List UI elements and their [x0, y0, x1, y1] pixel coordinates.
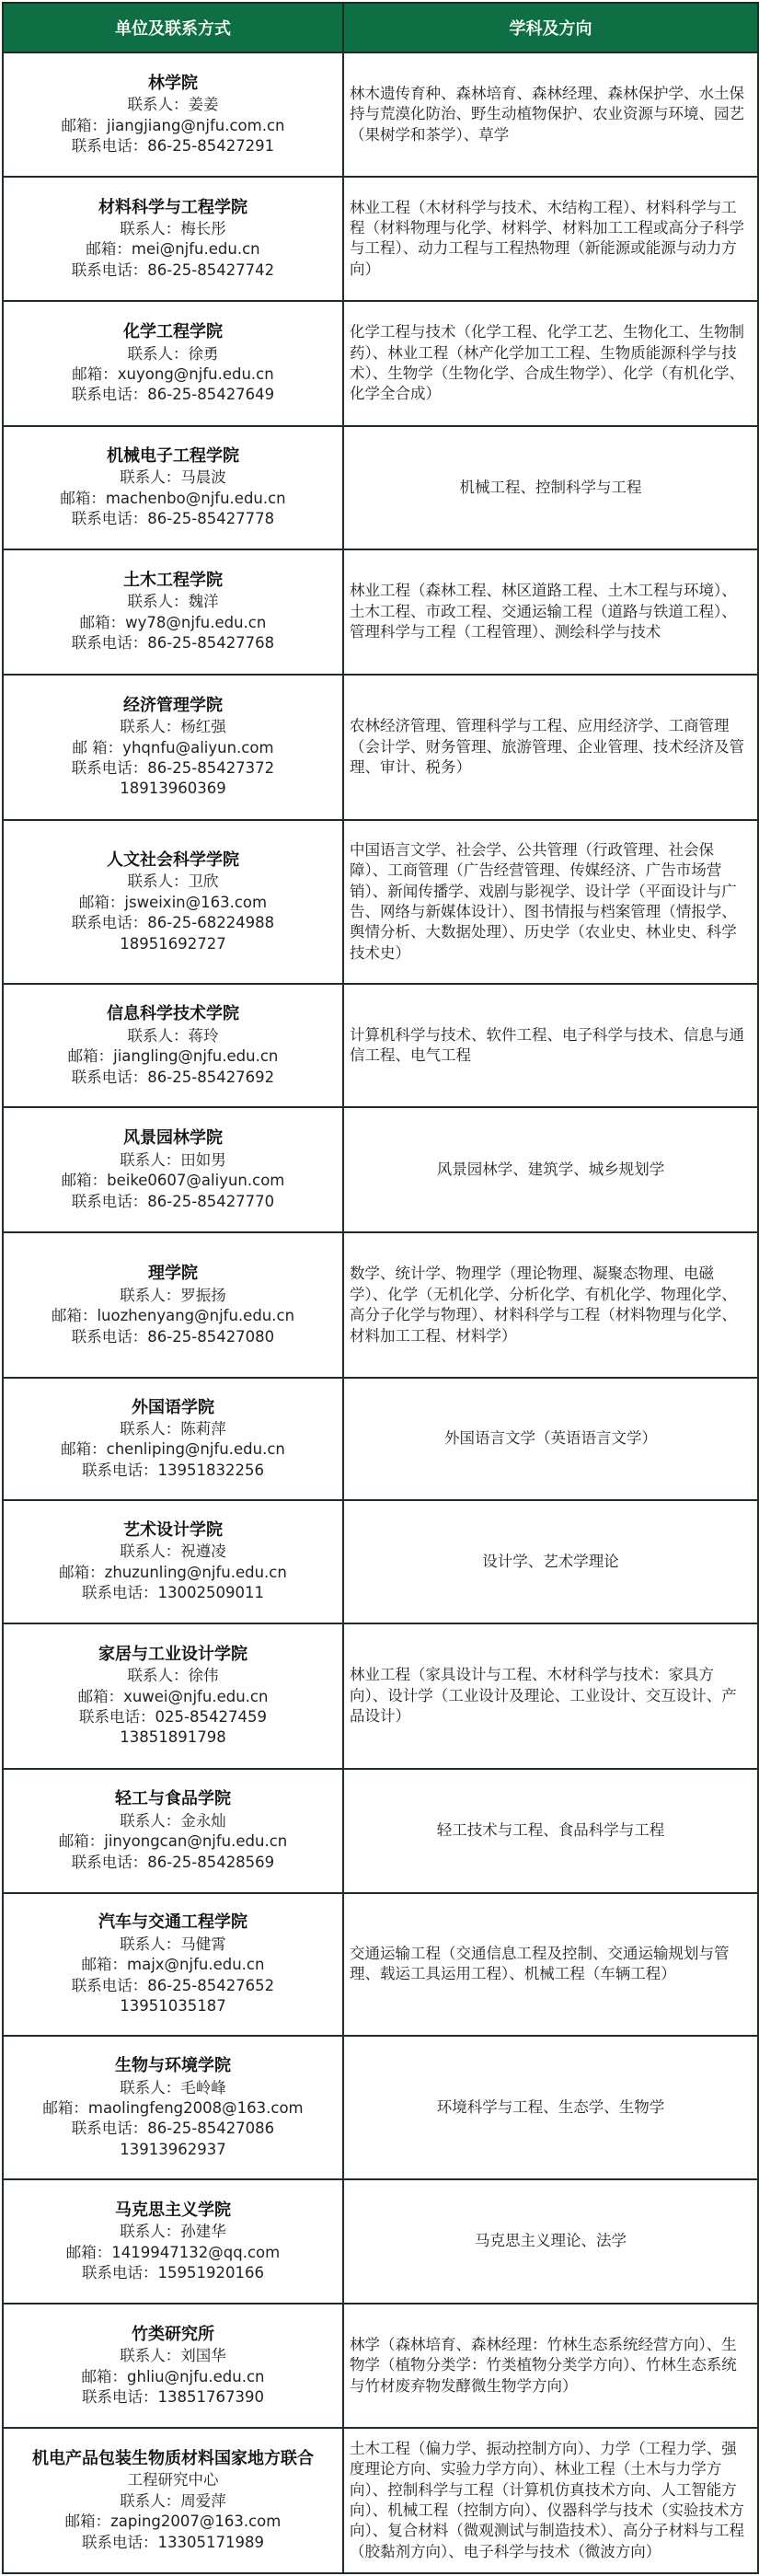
table-header-row	[3, 3, 758, 52]
table-row	[3, 1107, 758, 1232]
contact-line: 邮箱：majx@njfu.edu.cn	[81, 1956, 265, 1974]
contact-line: 联系人：魏洋	[127, 593, 219, 611]
unit-name: 机电产品包装生物质材料国家地方联合	[32, 2448, 314, 2468]
unit-contact-cell	[3, 1769, 343, 1893]
contact-line: 联系电话：86-25-85427291	[71, 136, 275, 155]
table-row	[3, 549, 758, 675]
contact-line: 邮箱：jsweixin@163.com	[78, 893, 268, 911]
contact-line: 18913960369	[120, 780, 226, 798]
contact-line: 联系电话：86-25-85427770	[71, 1192, 275, 1210]
contact-line: 邮箱：1419947132@qq.com	[65, 2243, 281, 2261]
unit-name: 汽车与交通工程学院	[98, 1912, 247, 1933]
contact-line: 邮箱：maolingfeng2008@163.com	[42, 2099, 304, 2118]
unit-name: 人文社会科学学院	[107, 849, 239, 870]
contact-line: 联系电话：86-25-85427086	[71, 2120, 275, 2138]
unit-name: 土木工程学院	[123, 570, 223, 590]
table-row	[3, 426, 758, 549]
contact-line: 联系电话：13951832256	[82, 1461, 264, 1479]
unit-name: 轻工与食品学院	[115, 1789, 231, 1809]
contact-line: 13913962937	[120, 2140, 226, 2158]
subjects-cell: 土木工程（偏力学、振动控制方向）、力学（工程力学、强度理论方向、实验力学方向）、林业工程（土木与力学方向）、控制科学与工程（计算机仿真技术方向、人工智能方向）、机械工程（控制方向）、仪器科学与技术（实验技术方向）、复合材料（微观测试与制造技术）、高分子材料与工程（胶黏剂方向）、电子科学与技术（微波方向）	[343, 2428, 758, 2573]
unit-name: 外国语学院	[132, 1397, 214, 1417]
unit-contact-cell	[3, 820, 343, 985]
subjects-cell: 林业工程（家具设计与工程、木材科学与技术：家具方向）、设计学（工业设计及理论、工业设计、交互设计、产品设计）	[343, 1623, 758, 1769]
unit-contact-cell	[3, 52, 343, 177]
table-row	[3, 984, 758, 1107]
table-row	[3, 1500, 758, 1623]
unit-contact-cell	[3, 1107, 343, 1232]
unit-contact-cell	[3, 1893, 343, 2037]
contact-line: 邮箱：chenliping@njfu.edu.cn	[61, 1440, 285, 1459]
contact-line: 联系人：孙建华	[120, 2223, 226, 2241]
subjects-cell: 交通运输工程（交通信息工程及控制、交通运输规划与管理、载运工具运用工程）、机械工程（车辆工程）	[343, 1893, 758, 2037]
subjects-cell: 环境科学与工程、生态学、生物学	[343, 2036, 758, 2179]
contact-line: 联系人：梅长彤	[120, 220, 226, 238]
contact-line: 联系人：蒋玲	[127, 1026, 219, 1045]
contact-line: 13851891798	[120, 1728, 226, 1747]
table-row	[3, 2304, 758, 2428]
header-unit-contact: 单位及联系方式	[3, 3, 343, 52]
unit-contact-cell	[3, 1623, 343, 1769]
subjects-cell: 林业工程（木材科学与技术、木结构工程）、材料科学与工程（材料物理与化学、材料学、材料加工工程或高分子科学与工程）、动力工程与工程热物理（新能源或能源与动力方向）	[343, 177, 758, 301]
contact-line: 联系电话：86-25-68224988	[71, 914, 275, 932]
contact-line: 邮箱：jinyongcan@njfu.edu.cn	[58, 1832, 288, 1851]
contact-line: 联系电话：86-25-85428569	[71, 1853, 275, 1871]
table-row	[3, 52, 758, 177]
table-row	[3, 177, 758, 301]
subjects-cell: 风景园林学、建筑学、城乡规划学	[343, 1107, 758, 1232]
unit-contact-cell	[3, 1378, 343, 1500]
unit-name: 竹类研究所	[132, 2324, 214, 2344]
table-row	[3, 1769, 758, 1893]
unit-contact-cell	[3, 2036, 343, 2179]
unit-name: 艺术设计学院	[123, 1519, 223, 1540]
contact-line: 联系人：周爱萍	[120, 2491, 226, 2510]
table-row	[3, 1378, 758, 1500]
contact-line: 联系电话：13305171989	[82, 2533, 264, 2551]
table-row	[3, 1623, 758, 1769]
contact-line: 邮箱：xuyong@njfu.edu.cn	[72, 364, 274, 383]
contact-line: 邮箱：xuwei@njfu.edu.cn	[77, 1687, 269, 1705]
unit-name: 经济管理学院	[123, 695, 223, 715]
contact-line: 联系人：徐勇	[127, 344, 219, 363]
subjects-cell: 数学、统计学、物理学（理论物理、凝聚态物理、电磁学）、化学（无机化学、分析化学、有机化学、物理化学、高分子化学与物理）、材料科学与工程（材料物理与化学、材料加工工程、材料学）	[343, 1232, 758, 1378]
contact-line: 邮箱：wy78@njfu.edu.cn	[79, 613, 267, 631]
contact-line: 邮箱：beike0607@aliyun.com	[61, 1172, 285, 1190]
contact-line: 13951035187	[120, 1997, 226, 2016]
subjects-cell: 机械工程、控制科学与工程	[343, 426, 758, 549]
table-row	[3, 2036, 758, 2179]
contact-line: 联系人：马健霄	[120, 1935, 226, 1953]
contact-line: 联系人：刘国华	[120, 2347, 226, 2365]
subjects-cell: 轻工技术与工程、食品科学与工程	[343, 1769, 758, 1893]
contact-line: 邮箱：zhuzunling@njfu.edu.cn	[59, 1563, 287, 1581]
subjects-cell: 设计学、艺术学理论	[343, 1500, 758, 1623]
unit-name: 化学工程学院	[123, 322, 223, 342]
contact-line: 邮箱：zaping2007@163.com	[64, 2512, 282, 2531]
contact-line: 邮箱：mei@njfu.edu.cn	[86, 240, 260, 259]
table-row	[3, 2179, 758, 2304]
unit-contact-cell	[3, 984, 343, 1107]
unit-contact-cell	[3, 675, 343, 820]
contact-line: 联系电话：13002509011	[82, 1584, 264, 1602]
contact-line: 邮箱：jiangjiang@njfu.com.cn	[61, 116, 285, 134]
contact-line: 联系电话：13851767390	[82, 2388, 264, 2406]
contact-line: 联系人：祝遵凌	[120, 1542, 226, 1561]
unit-contact-cell	[3, 177, 343, 301]
unit-name: 材料科学与工程学院	[98, 197, 247, 217]
unit-name: 生物与环境学院	[115, 2056, 231, 2076]
contact-line: 联系电话：86-25-85427778	[71, 510, 275, 528]
header-subjects: 学科及方向	[343, 3, 758, 52]
subjects-cell: 外国语言文学（英语语言文学）	[343, 1378, 758, 1500]
subjects-cell: 林学（森林培育、森林经理：竹林生态系统经营方向）、生物学（植物分类学：竹类植物分类学方向）、竹林生态系统与竹材废弃物发酵微生物学方向）	[343, 2304, 758, 2428]
unit-contact-cell	[3, 1500, 343, 1623]
contact-line: 联系电话：86-25-85427768	[71, 634, 275, 653]
contact-line: 联系电话：86-25-85427742	[71, 260, 275, 279]
contact-line: 工程研究中心	[127, 2471, 219, 2489]
contact-line: 联系电话：86-25-85427372	[71, 759, 275, 778]
unit-contact-cell	[3, 2179, 343, 2304]
subjects-cell: 农林经济管理、管理科学与工程、应用经济学、工商管理（会计学、财务管理、旅游管理、企业管理、技术经济及管理、审计、税务）	[343, 675, 758, 820]
table-row	[3, 820, 758, 985]
contact-line: 联系人：徐伟	[127, 1667, 219, 1685]
unit-contact-cell	[3, 549, 343, 675]
contact-line: 邮箱：luozhenyang@njfu.edu.cn	[51, 1307, 295, 1325]
contact-line: 联系人：毛岭峰	[120, 2078, 226, 2097]
contact-line: 邮箱：ghliu@njfu.edu.cn	[81, 2367, 265, 2385]
subjects-cell: 马克思主义理论、法学	[343, 2179, 758, 2304]
contact-line: 联系人：田如男	[120, 1150, 226, 1169]
contact-line: 联系电话：86-25-85427692	[71, 1068, 275, 1086]
contact-line: 联系人：马晨波	[120, 468, 226, 487]
contact-line: 联系电话：025-85427459	[79, 1707, 267, 1726]
unit-name: 信息科学技术学院	[107, 1004, 239, 1024]
subjects-cell: 林业工程（森林工程、林区道路工程、土木工程与环境）、土木工程、市政工程、交通运输工程（道路与铁道工程）、管理科学与工程（工程管理）、测绘科学与技术	[343, 549, 758, 675]
unit-contact-cell	[3, 426, 343, 549]
contact-line: 18951692727	[120, 934, 226, 953]
contact-line: 联系人：罗振扬	[120, 1286, 226, 1304]
contact-line: 联系人：陈莉萍	[120, 1420, 226, 1438]
unit-name: 家居与工业设计学院	[98, 1644, 247, 1664]
contact-line: 联系人：杨红强	[120, 718, 226, 736]
unit-contact-cell	[3, 1232, 343, 1378]
table-row	[3, 1893, 758, 2037]
subjects-cell: 林木遗传育种、森林培育、森林经理、森林保护学、水土保持与荒漠化防治、野生动植物保护、农业资源与环境、园艺（果树学和茶学）、草学	[343, 52, 758, 177]
unit-name: 马克思主义学院	[115, 2200, 231, 2220]
table-row	[3, 2428, 758, 2573]
contact-line: 邮箱：machenbo@njfu.edu.cn	[60, 489, 286, 507]
contact-line: 邮 箱：yhqnfu@aliyun.com	[72, 738, 274, 757]
unit-name: 机械电子工程学院	[107, 446, 239, 467]
contact-line: 联系人：姜姜	[127, 96, 219, 114]
subjects-cell: 计算机科学与技术、软件工程、电子科学与技术、信息与通信工程、电气工程	[343, 984, 758, 1107]
contact-line: 联系人：金永灿	[120, 1811, 226, 1830]
subjects-cell: 中国语言文学、社会学、公共管理（行政管理、社会保障）、工商管理（广告经营管理、传媒经济、广告市场营销）、新闻传播学、戏剧与影视学、设计学（平面设计与广告、网络与新媒体设计）、图书情报与档案管理（情报学、舆情分析、大数据处理）、历史学（农业史、林业史、科学技术史）	[343, 820, 758, 985]
contact-line: 邮箱：jiangling@njfu.edu.cn	[67, 1047, 279, 1066]
unit-name: 理学院	[148, 1264, 198, 1284]
contact-line: 联系人：卫欣	[127, 872, 219, 891]
college-contact-table	[2, 2, 759, 2574]
unit-contact-cell	[3, 2304, 343, 2428]
table-row	[3, 301, 758, 426]
contact-line: 联系电话：86-25-85427080	[71, 1327, 275, 1346]
unit-name: 风景园林学院	[123, 1128, 223, 1149]
unit-contact-cell	[3, 301, 343, 426]
unit-name: 林学院	[148, 73, 198, 93]
table-row	[3, 675, 758, 820]
table-row	[3, 1232, 758, 1378]
unit-contact-cell	[3, 2428, 343, 2573]
contact-line: 联系电话：86-25-85427652	[71, 1976, 275, 1994]
contact-line: 联系电话：86-25-85427649	[71, 386, 275, 404]
contact-line: 联系电话：15951920166	[82, 2264, 264, 2282]
subjects-cell: 化学工程与技术（化学工程、化学工艺、生物化工、生物制药）、林业工程（林产化学加工工程、生物质能源科学与技术）、生物学（生物化学、合成生物学）、化学（有机化学、化学全合成）	[343, 301, 758, 426]
